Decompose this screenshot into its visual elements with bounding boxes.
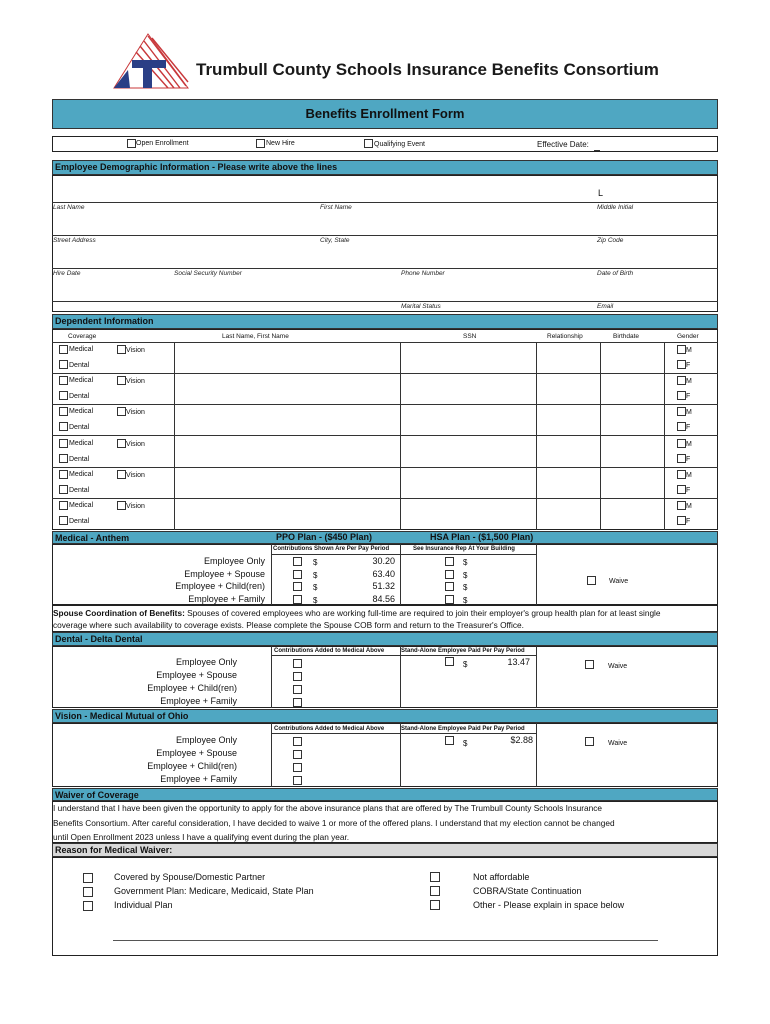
hsa-tier-checkbox[interactable] bbox=[445, 557, 454, 566]
explain-line[interactable] bbox=[113, 940, 658, 941]
org-title: Trumbull County Schools Insurance Benefits Consortium bbox=[196, 60, 659, 79]
dependent-vision-checkbox[interactable] bbox=[117, 407, 126, 416]
hsa-currency: $ bbox=[463, 583, 468, 592]
dependent-female-label: F bbox=[686, 424, 691, 432]
waiver-line2: Benefits Consortium. After careful consideration, I have decided to waive 1 or more of the offered plans. I understand that my election cannot be changed bbox=[53, 818, 615, 828]
dental-tier-checkbox[interactable] bbox=[293, 698, 302, 707]
dependent-medical-label: Medical bbox=[69, 439, 94, 447]
vision-tier-label: Employee + Child(ren) bbox=[147, 761, 237, 771]
dependent-female-label: F bbox=[686, 518, 691, 525]
col-ssn: SSN bbox=[463, 333, 477, 340]
ppo-currency: $ bbox=[313, 570, 318, 580]
dependent-male-checkbox[interactable] bbox=[677, 501, 686, 510]
marital-line[interactable] bbox=[52, 301, 718, 302]
dependent-medical-checkbox[interactable] bbox=[59, 470, 68, 479]
dependent-male-label: M bbox=[686, 409, 692, 417]
dependent-male-checkbox[interactable] bbox=[677, 470, 686, 479]
vision-value: $2.88 bbox=[510, 735, 533, 745]
cob-line1 bbox=[53, 608, 661, 618]
reason-right-label: Other - Please explain in space below bbox=[473, 900, 625, 910]
ppo-tier-checkbox[interactable] bbox=[293, 557, 302, 566]
dental-tier-label: Employee + Spouse bbox=[156, 670, 237, 680]
reason-right-label: Not affordable bbox=[473, 872, 530, 882]
dependent-row-divider bbox=[52, 373, 718, 374]
reason-right-checkbox[interactable] bbox=[430, 900, 440, 910]
medical-waive-label: Waive bbox=[609, 578, 629, 585]
cob-bold: Spouse Coordination of Benefits: bbox=[53, 608, 185, 618]
dependent-vision-label: Vision bbox=[126, 378, 145, 386]
dependent-medical-checkbox[interactable] bbox=[59, 345, 68, 354]
qualifying-event-checkbox[interactable] bbox=[364, 139, 373, 148]
reason-right-checkbox[interactable] bbox=[430, 872, 440, 882]
ppo-value: 84.56 bbox=[372, 593, 395, 604]
dependent-female-checkbox[interactable] bbox=[677, 391, 686, 400]
dependent-male-label: M bbox=[686, 440, 692, 448]
dependent-vision-checkbox[interactable] bbox=[117, 501, 126, 510]
dental-standalone-checkbox[interactable] bbox=[445, 657, 454, 666]
form-title-bar bbox=[52, 99, 718, 129]
reason-left-checkbox[interactable] bbox=[83, 901, 93, 911]
city-state-label: City, State bbox=[320, 237, 350, 244]
last-name-label: Last Name bbox=[53, 204, 85, 211]
dental-header: Dental - Delta Dental bbox=[52, 632, 718, 646]
waiver-line3: until Open Enrollment 2023 unless I have a qualifying event during the plan year. bbox=[53, 832, 350, 842]
medical-tier-label: Employee + Spouse bbox=[184, 568, 265, 579]
col-relationship: Relationship bbox=[547, 333, 583, 340]
dependent-vision-label: Vision bbox=[126, 471, 145, 479]
dependent-female-label: F bbox=[686, 486, 691, 494]
vision-sub-left: Contributions Added to Medical Above bbox=[274, 726, 385, 732]
email-label: Email bbox=[597, 303, 614, 310]
dental-tier-checkbox[interactable] bbox=[293, 685, 302, 694]
cob-line2: coverage where such availability to coverage exists. Please complete the Spouse COB form and return to the Treasurer's Office. bbox=[53, 620, 524, 630]
dob-label: Date of Birth bbox=[597, 270, 634, 277]
dependent-vision-label: Vision bbox=[126, 440, 145, 448]
medical-header bbox=[52, 531, 718, 544]
dependent-medical-checkbox[interactable] bbox=[59, 376, 68, 385]
dependent-vision-label: Vision bbox=[126, 503, 145, 510]
dependent-row-divider bbox=[52, 467, 718, 468]
effective-date-line[interactable] bbox=[594, 150, 600, 151]
dependent-dental-checkbox[interactable] bbox=[59, 360, 68, 369]
medical-title: Medical - Anthem bbox=[55, 533, 130, 543]
vision-header: Vision - Medical Mutual of Ohio bbox=[52, 709, 718, 723]
form-title: Benefits Enrollment Form bbox=[305, 106, 465, 121]
dependent-male-label: M bbox=[686, 378, 692, 386]
ppo-currency: $ bbox=[313, 558, 318, 567]
dependent-vision-checkbox[interactable] bbox=[117, 439, 126, 448]
dependent-vision-checkbox[interactable] bbox=[117, 376, 126, 385]
dependent-female-checkbox[interactable] bbox=[677, 454, 686, 463]
col-gender: Gender bbox=[677, 333, 699, 340]
marital-label: Marital Status bbox=[401, 303, 441, 310]
ppo-tier-checkbox[interactable] bbox=[293, 582, 302, 591]
ppo-subtitle: Contributions Shown Are Per Pay Period bbox=[273, 546, 390, 552]
dental-sub-right: Stand-Alone Employee Paid Per Pay Period bbox=[401, 648, 525, 654]
dependent-dental-checkbox[interactable] bbox=[59, 516, 68, 525]
dependent-dental-label: Dental bbox=[69, 518, 90, 525]
vision-tier-checkbox[interactable] bbox=[293, 776, 302, 785]
dependent-dental-checkbox[interactable] bbox=[59, 391, 68, 400]
hire-line[interactable] bbox=[52, 268, 718, 269]
dependent-medical-label: Medical bbox=[69, 346, 94, 353]
dependent-medical-checkbox[interactable] bbox=[59, 439, 68, 448]
vision-tier-label: Employee Only bbox=[175, 735, 237, 745]
dependent-row-divider bbox=[52, 435, 718, 436]
address-line[interactable] bbox=[52, 235, 718, 236]
dependent-vision-label: Vision bbox=[126, 409, 145, 417]
ppo-title: PPO Plan - ($450 Plan) bbox=[276, 532, 373, 542]
medical-tier-label: Employee + Family bbox=[188, 593, 265, 604]
dependent-medical-checkbox[interactable] bbox=[59, 407, 68, 416]
dependent-female-checkbox[interactable] bbox=[677, 516, 686, 525]
medical-waive-checkbox[interactable] bbox=[587, 576, 596, 585]
hire-date-label: Hire Date bbox=[53, 270, 81, 277]
reason-left-label: Covered by Spouse/Domestic Partner bbox=[114, 872, 266, 882]
consortium-logo bbox=[112, 32, 192, 92]
dental-tier-checkbox[interactable] bbox=[293, 672, 302, 681]
street-label: Street Address bbox=[53, 237, 96, 244]
dependent-row-divider bbox=[52, 404, 718, 405]
dental-tier-checkbox[interactable] bbox=[293, 659, 302, 668]
dependent-vision-label: Vision bbox=[126, 347, 145, 354]
waiver-line1: I understand that I have been given the opportunity to apply for the above insurance plans that are offered by The Trumbull County Schools Insurance bbox=[53, 803, 603, 813]
dependent-female-label: F bbox=[686, 362, 691, 369]
dependent-dental-label: Dental bbox=[69, 362, 90, 369]
reason-left-checkbox[interactable] bbox=[83, 873, 93, 883]
dependent-medical-label: Medical bbox=[69, 377, 94, 385]
dependent-medical-checkbox[interactable] bbox=[59, 501, 68, 510]
dependent-female-label: F bbox=[686, 455, 691, 463]
hsa-title: HSA Plan - ($1,500 Plan) bbox=[430, 532, 534, 542]
dependent-dental-label: Dental bbox=[69, 486, 90, 494]
vision-waive-label: Waive bbox=[608, 740, 628, 747]
zip-label: Zip Code bbox=[597, 237, 624, 244]
ssn-label: Social Security Number bbox=[174, 270, 242, 277]
open-enrollment-label: Open Enrollment bbox=[136, 140, 189, 147]
name-line[interactable] bbox=[52, 202, 718, 203]
dependent-dental-checkbox[interactable] bbox=[59, 485, 68, 494]
hsa-tier-checkbox[interactable] bbox=[445, 570, 454, 579]
middle-initial-value[interactable]: L bbox=[598, 188, 604, 198]
dependent-medical-label: Medical bbox=[69, 470, 94, 478]
dependent-vision-checkbox[interactable] bbox=[117, 470, 126, 479]
vision-sub-right: Stand-Alone Employee Paid Per Pay Period bbox=[401, 726, 525, 732]
open-enrollment-checkbox[interactable] bbox=[127, 139, 136, 148]
qualifying-event-label: Qualifying Event bbox=[374, 141, 425, 148]
new-hire-label: New Hire bbox=[266, 140, 295, 147]
reason-left-label: Government Plan: Medicare, Medicaid, State Plan bbox=[114, 886, 314, 896]
dental-waive-label: Waive bbox=[608, 663, 628, 670]
demographics-header: Employee Demographic Information - Please write above the lines bbox=[52, 160, 718, 175]
hsa-tier-checkbox[interactable] bbox=[445, 595, 454, 604]
dependent-row-divider bbox=[52, 498, 718, 499]
dependent-female-checkbox[interactable] bbox=[677, 360, 686, 369]
new-hire-checkbox[interactable] bbox=[256, 139, 265, 148]
dependent-medical-label: Medical bbox=[69, 408, 94, 416]
ppo-value: 30.20 bbox=[372, 556, 395, 566]
cob-text: Spouses of covered employees who are working full-time are required to join their employer's group health plan for at least single bbox=[187, 608, 661, 618]
dental-tier-label: Employee + Child(ren) bbox=[147, 683, 237, 693]
dental-tier-label: Employee Only bbox=[175, 657, 237, 667]
col-birthdate: Birthdate bbox=[613, 333, 640, 340]
medical-tier-label: Employee + Child(ren) bbox=[175, 581, 265, 591]
hsa-currency: $ bbox=[463, 595, 468, 605]
middle-initial-label: Middle Initial bbox=[597, 204, 634, 211]
medical-tier-label: Employee Only bbox=[203, 556, 265, 566]
dependent-medical-label: Medical bbox=[69, 502, 94, 509]
reason-right-label: COBRA/State Continuation bbox=[473, 886, 582, 896]
vision-standalone-checkbox[interactable] bbox=[445, 736, 454, 745]
dependent-dental-checkbox[interactable] bbox=[59, 454, 68, 463]
ppo-currency: $ bbox=[313, 595, 318, 605]
reason-title: Reason for Medical Waiver: bbox=[55, 845, 173, 855]
hsa-subtitle: See Insurance Rep At Your Building bbox=[413, 546, 515, 552]
dependent-male-checkbox[interactable] bbox=[677, 376, 686, 385]
ppo-tier-checkbox[interactable] bbox=[293, 570, 302, 579]
vision-tier-checkbox[interactable] bbox=[293, 750, 302, 759]
ppo-tier-checkbox[interactable] bbox=[293, 595, 302, 604]
dependents-header: Dependent Information bbox=[52, 314, 718, 329]
dependent-vision-checkbox[interactable] bbox=[117, 345, 126, 354]
vision-tier-checkbox[interactable] bbox=[293, 763, 302, 772]
vision-tier-checkbox[interactable] bbox=[293, 737, 302, 746]
dependent-male-label: M bbox=[686, 503, 692, 510]
ppo-value: 51.32 bbox=[372, 581, 395, 591]
col-name: Last Name, First Name bbox=[222, 333, 289, 340]
hsa-tier-checkbox[interactable] bbox=[445, 582, 454, 591]
dental-sub-left: Contributions Added to Medical Above bbox=[274, 648, 385, 654]
hsa-currency: $ bbox=[463, 570, 468, 580]
dependent-dental-label: Dental bbox=[69, 393, 90, 401]
dependent-dental-label: Dental bbox=[69, 455, 90, 463]
vision-waive-checkbox[interactable] bbox=[585, 737, 594, 746]
dependent-male-checkbox[interactable] bbox=[677, 345, 686, 354]
reason-right-checkbox[interactable] bbox=[430, 886, 440, 896]
reason-header bbox=[52, 843, 718, 857]
dependent-dental-checkbox[interactable] bbox=[59, 422, 68, 431]
reason-left-label: Individual Plan bbox=[114, 900, 173, 910]
effective-date-label: Effective Date: bbox=[537, 140, 589, 149]
dependent-male-checkbox[interactable] bbox=[677, 407, 686, 416]
dependents-table bbox=[52, 329, 718, 530]
dependent-dental-label: Dental bbox=[69, 424, 90, 432]
dependent-female-checkbox[interactable] bbox=[677, 422, 686, 431]
dependent-male-label: M bbox=[686, 471, 692, 479]
col-coverage: Coverage bbox=[68, 333, 97, 340]
dental-currency: $ bbox=[463, 660, 468, 669]
waiver-header: Waiver of Coverage bbox=[52, 788, 718, 801]
dental-tier-label: Employee + Family bbox=[160, 696, 237, 706]
hsa-currency: $ bbox=[463, 558, 468, 567]
ppo-currency: $ bbox=[313, 583, 318, 592]
dependent-female-label: F bbox=[686, 393, 691, 401]
ppo-value: 63.40 bbox=[372, 568, 395, 579]
reason-left-checkbox[interactable] bbox=[83, 887, 93, 897]
dependent-male-checkbox[interactable] bbox=[677, 439, 686, 448]
phone-label: Phone Number bbox=[401, 270, 445, 277]
vision-currency: $ bbox=[463, 739, 468, 748]
vision-tier-label: Employee + Family bbox=[160, 774, 237, 784]
dependent-female-checkbox[interactable] bbox=[677, 485, 686, 494]
vision-tier-label: Employee + Spouse bbox=[156, 748, 237, 758]
dental-waive-checkbox[interactable] bbox=[585, 660, 594, 669]
dependent-male-label: M bbox=[686, 347, 692, 354]
dental-value: 13.47 bbox=[507, 657, 530, 667]
first-name-label: First Name bbox=[320, 204, 352, 211]
